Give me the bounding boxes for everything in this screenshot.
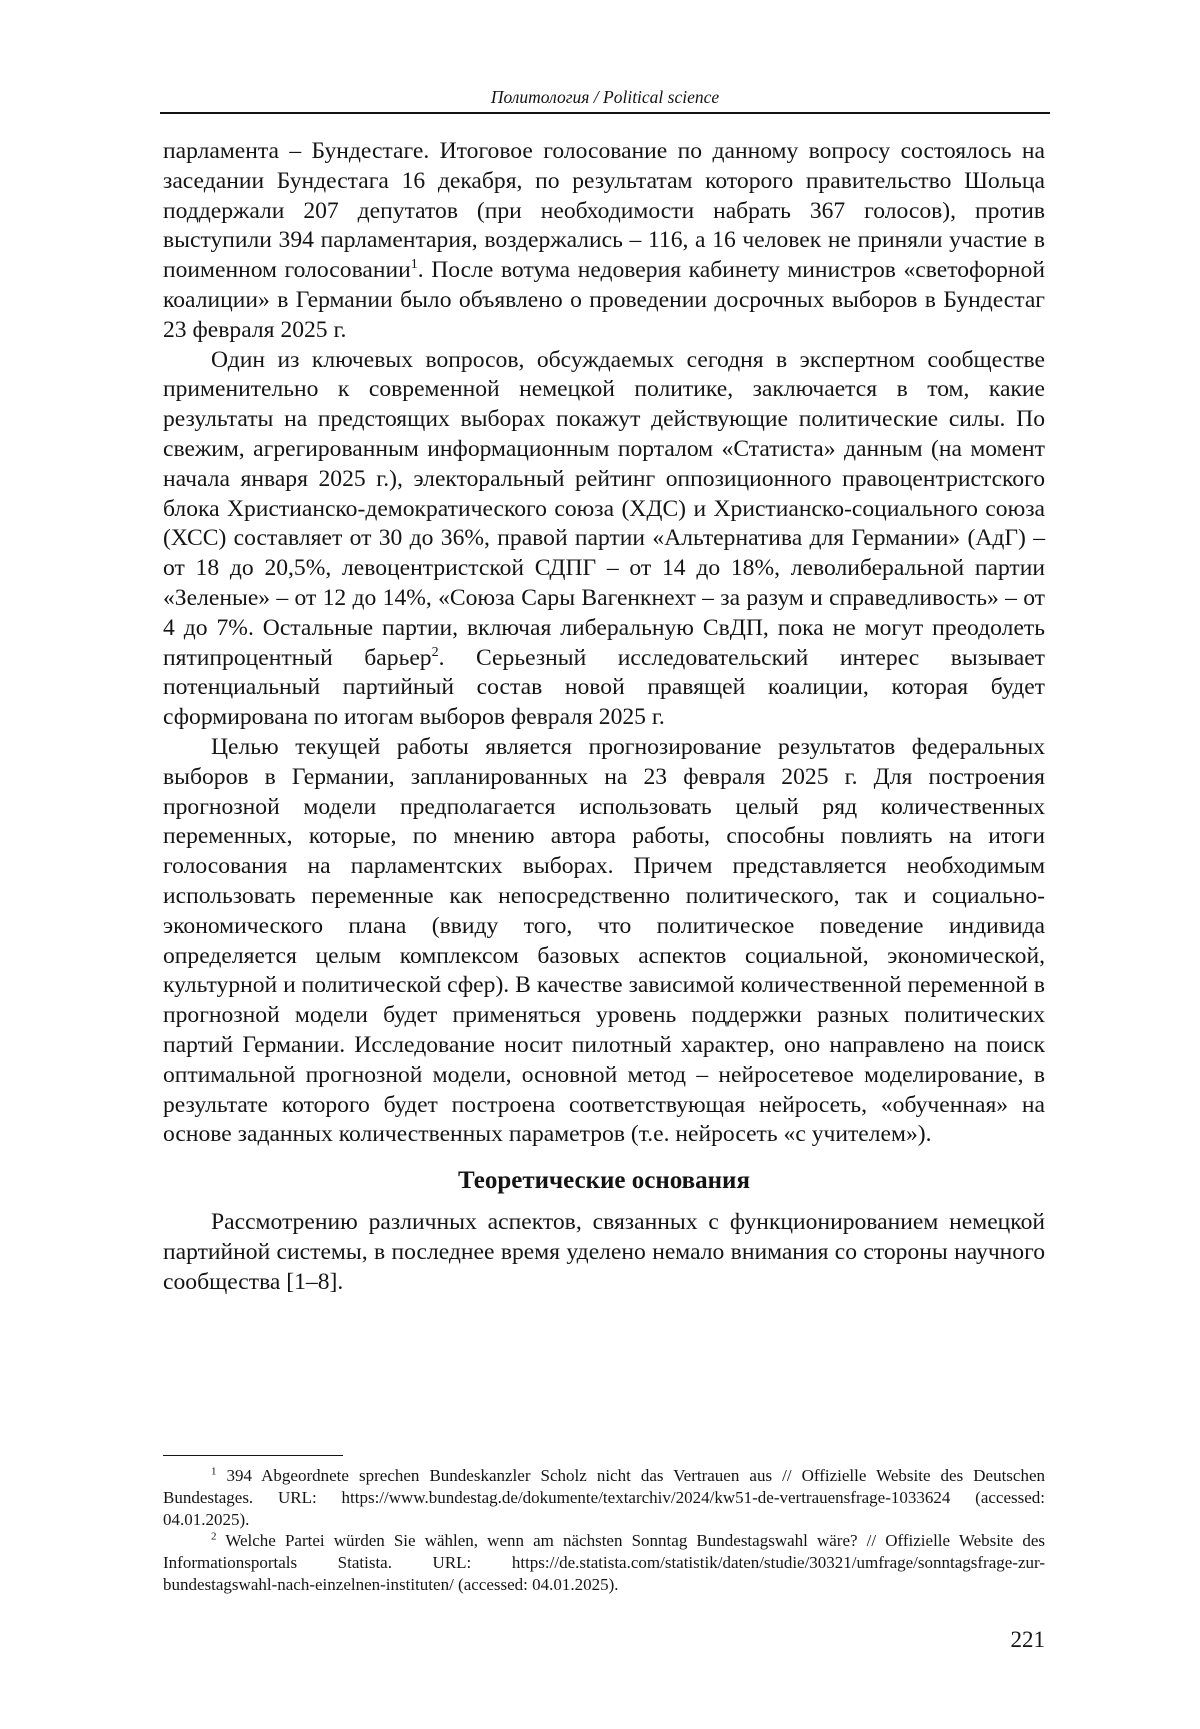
page-number: 221 <box>1010 1627 1045 1652</box>
section-heading: Теоретические основания <box>458 1167 750 1195</box>
footnote-2-number: 2 <box>211 1530 217 1543</box>
paragraph-2-text-b: . Серьезный исследовательский интерес вызывает потенциальный партийный состав новой правящей коалиции, которая будет сформирована по итогам выборов февраля 2025 г. <box>163 644 1045 731</box>
footnote-1-text: 394 Abgeordnete sprechen Bundeskanzler Scholz nicht das Vertrauen aus // Offizielle Website des Deutschen Bundestages. URL: https://www.bundestag.de/dokumente/textarchiv/2024/kw51-de-vertrauensfrage-1033624 (accessed: 04.01.2025). <box>163 1466 1045 1529</box>
paragraph-4: Рассмотрению различных аспектов, связанных с функционированием немецкой партийной системы, в последнее время уделено немало внимания со стороны научного сообщества [1–8]. <box>163 1209 1045 1295</box>
footnote-2-text: Welche Partei würden Sie wählen, wenn am nächsten Sonntag Bundestagswahl wäre? // Offizielle Website des Informationsportals Statista. URL: https://de.statista.com/statistik/daten/studie/30321/umfrage/sonntagsfrage-zur-bundestagswahl-nach-einzelnen-instituten/ (accessed: 04.01.2025). <box>163 1531 1045 1594</box>
paragraph-2 <box>163 346 1045 733</box>
running-header: Политология / Political science <box>490 87 720 107</box>
header-rule <box>160 112 1050 114</box>
paragraph-1-text-a: парламента – Бундестаге. Итоговое голосование по данному вопросу состоялось на заседании Бундестага 16 декабря, по результатам которого правительство Шольца поддержали 207 депутатов (при необходимости набрать 367 голосов), против выступили 394 парламентария, воздержались – 116, а 16 человек не приняли участие в поименном голосовании <box>163 138 1045 284</box>
paragraph-3: Целью текущей работы является прогнозирование результатов федеральных выборов в Германии, запланированных на 23 февраля 2025 г. Для построения прогнозной модели предполагается использовать целый ряд количественных переменных, которые, по мнению автора работы, способны повлиять на итоги голосования на парламентских выборах. Причем представляется необходимым использовать переменные как непосредственно политического, так и социально-экономического плана (ввиду того, что политическое поведение индивида определяется целым комплексом базовых аспектов социальной, экономической, культурной и политической сфер). В качестве зависимой количественной переменной в прогнозной модели будет применяться уровень поддержки разных политических партий Германии. Исследование носит пилотный характер, оно направлено на поиск оптимальной прогнозной модели, основной метод – нейросетевое моделирование, в результате которого будет построена соответствующая нейросеть, «обученная» на основе заданных количественных параметров (т.е. нейросеть «с учителем»). <box>163 733 1045 1148</box>
paragraph-1 <box>163 137 1045 346</box>
paragraph-1-text-b: . После вотума недоверия кабинету министров «светофорной коалиции» в Германии было объявлено о проведении досрочных выборов в Бундестаг 23 февраля 2025 г. <box>163 257 1045 343</box>
footnote-separator <box>163 1455 343 1456</box>
footnote-ref-1: 1 <box>410 257 418 273</box>
footnotes <box>163 1465 1045 1596</box>
paragraph-2-text-a: Один из ключевых вопросов, обсуждаемых сегодня в экспертном сообществе применительно к современной немецкой политике, заключается в том, какие результаты на предстоящих выборах покажут действующие политические силы. По свежим, агрегированным информационным порталом «Статиста» данным (на момент начала января 2025 г.), электоральный рейтинг оппозиционного правоцентристского блока Христианско-демократического союза (ХДС) и Христианско-социального союза (ХСС) составляет от 30 до 36%, правой партии «Альтернатива для Германии» (АдГ) – от 18 до 20,5%, левоцентристской СДПГ – от 14 до 18%, леволиберальной партии «Зеленые» – от 12 до 14%, «Союза Сары Вагенкнехт – за разум и справедливость» – от 4 до 7%. Остальные партии, включая либеральную СвДП, пока не могут преодолеть пятипроцентный барьер <box>163 346 1045 671</box>
footnote-1-number: 1 <box>211 1465 217 1478</box>
footnote-1 <box>163 1465 1045 1530</box>
footnote-ref-2: 2 <box>431 644 439 660</box>
footnote-2 <box>163 1530 1045 1595</box>
article-body <box>163 137 1045 1297</box>
